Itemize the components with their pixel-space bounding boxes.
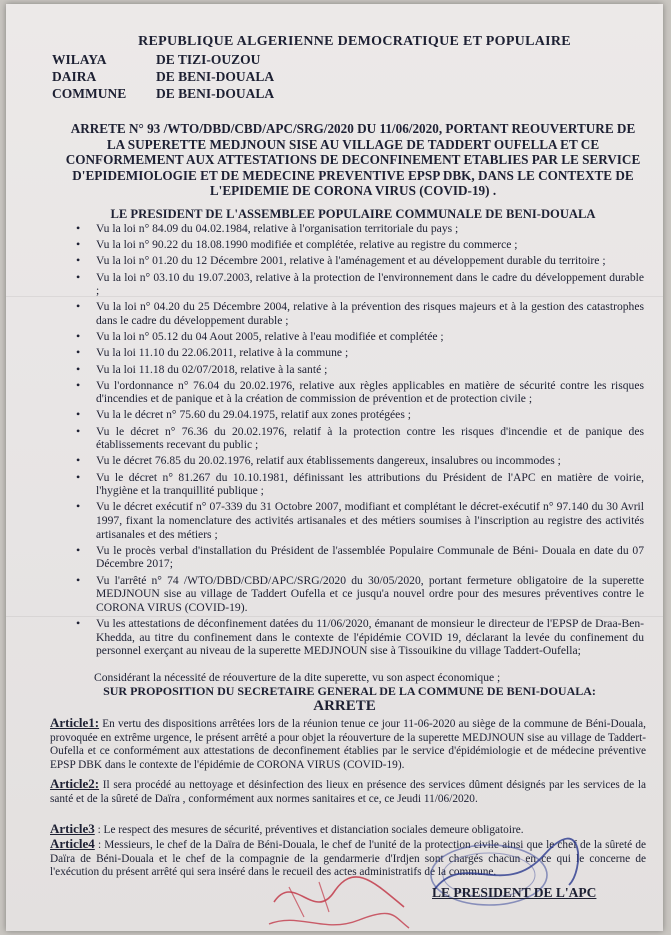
list-item: • Vu la loi n° 01.20 du 12 Décembre 2001, relative à l'aménagement et au développement durable du territoire ; (76, 254, 644, 268)
signature-title: LE PRESIDENT DE L'APC (432, 885, 597, 900)
considering-statement: Considérant la nécessité de réouverture de la dite superette, vu son aspect économique ; (94, 671, 501, 684)
president-heading: LE PRESIDENT DE L'ASSEMBLEE POPULAIRE COMMUNALE DE BENI-DOUALA (110, 207, 596, 221)
list-item: • Vu le procès verbal d'installation du Président de l'assemblée Populaire Communale de Béni- Douala en date du 07 Décembre 2017; (76, 544, 644, 571)
commune-value: DE BENI-DOUALA (156, 86, 275, 101)
list-item: • Vu la le décret n° 75.60 du 29.04.1975, relatif aux zones protégées ; (76, 408, 644, 422)
article-1 (50, 716, 646, 772)
list-item: • Vu le décret 76.85 du 20.02.1976, relatif aux établissements dangereux, insalubres ou incommodes ; (76, 454, 644, 468)
considerants-list (76, 222, 644, 660)
list-item: • Vu le décret n° 81.267 du 10.10.1981, définissant les attributions du Président de l'APC en matière de voirie, l'hygiène et la tranquillité publique ; (76, 471, 644, 498)
wilaya-label: WILAYA (52, 52, 107, 67)
article-label: Article2: (50, 776, 100, 791)
arrete-heading: ARRETE (313, 698, 376, 714)
list-item: • Vu l'ordonnance n° 76.04 du 20.02.1976, relative aux règles applicables en matière de sécurité contre les risques d'incendies et de panique et à la création de commission de prévention et de protection civile ; (76, 379, 644, 406)
administrative-header (52, 51, 274, 102)
article-label: Article4 (50, 836, 95, 851)
daira-value: DE BENI-DOUALA (156, 69, 275, 84)
document-page (6, 4, 663, 931)
list-item: • Vu le décret n° 76.36 du 20.02.1976, relatif à la protection contre les risques d'incendie et de panique des établissements recevant du public ; (76, 425, 644, 452)
list-item: • Vu la loi n° 84.09 du 04.02.1984, relative à l'organisation territoriale du pays ; (76, 222, 644, 236)
list-item: • Vu la loi n° 03.10 du 19.07.2003, relative à la protection de l'environnement dans le cadre du développement durable ; (76, 271, 644, 298)
list-item: • Vu la loi 11.18 du 02/07/2018, relative à la santé ; (76, 363, 644, 377)
list-item: • Vu les attestations de déconfinement datées du 11/06/2020, émanant de monsieur le directeur de l'EPSP de Draa-Ben-Khedda, au titre du confinement dans le contexte de l'épidémie COVID 19, déclarant la levée du confinement du personnel exerçant au niveau de la superette MEDJNOUN sise à Tissouikine du village Taddert-Oufella; (76, 617, 644, 658)
article-2 (50, 777, 646, 806)
proposition-heading: SUR PROPOSITION DU SECRETAIRE GENERAL DE LA COMMUNE DE BENI-DOUALA: (103, 684, 596, 698)
decree-title: ARRETE N° 93 /WTO/DBD/CBD/APC/SRG/2020 DU 11/06/2020, PORTANT REOUVERTURE DE LA SUPERETTE MEDJNOUN SISE AU VILLAGE DE TADDERT OUFELLA ET CE CONFORMEMENT AUX ATTESTATIONS DE DECONFINEMENT ETABLIES PAR LE SERVICE D'EPIDEMIOLOGIE ET DE MEDECINE PREVENTIVE EPSP DBK, DANS LE CONTEXTE DE L'EPIDEMIE DE CORONA VIRUS (COVID-19) . (65, 121, 641, 198)
daira-label: DAIRA (52, 69, 97, 84)
article-text: : Messieurs, le chef de la Daïra de Béni-Douala, le chef de l'unité de la protection civile ainsi que le chef de la sûreté de Daïra de Béni-Douala et le chef de la compagnie de la gendarmerie d'Irdjen sont chargés chacun en ce qui le concerne de l'exécution du présent arrêté qui sera inséré dans le recueil des actes administratifs de la commune. (50, 839, 646, 879)
list-item: • Vu l'arrêté n° 74 /WTO/DBD/CBD/APC/SRG/2020 du 30/05/2020, portant fermeture obligatoire de la superette MEDJNOUN sise au village de Taddert Oufella et ce jusqu'a nouvel ordre pour des mesures préventives contre le CORONA VIRUS (COVID-19). (76, 574, 644, 615)
wilaya-value: DE TIZI-OUZOU (156, 52, 261, 67)
article-text: : Le respect des mesures de sécurité, préventives et distanciation sociales demeure obligatoire. (94, 824, 524, 836)
list-item: • Vu la loi n° 90.22 du 18.08.1990 modifiée et complétée, relative au registre du commerce ; (76, 238, 644, 252)
article-label: Article1: (50, 715, 100, 730)
handwritten-signature (264, 862, 414, 931)
list-item: • Vu la loi 11.10 du 22.06.2011, relative à la commune ; (76, 346, 644, 360)
article-text: En vertu des dispositions arrêtées lors de la réunion tenue ce jour 11-06-2020 au siège de la commune de Béni-Douala, provoquée en extrême urgence, le présent arrêté a pour objet la réouverture de la superette MEDJNOUN sise au village de Taddert- Oufella et ce conformément aux attestations de deconfinement établies par le service d'épidémiologie et de médecine préventive EPSP DBK dans le contexte de l'épidémie de CORONA VIRUS (COVID-19). (50, 718, 646, 771)
list-item: • Vu la loi n° 04.20 du 25 Décembre 2004, relative à la prévention des risques majeurs et à la gestion des catastrophes dans le cadre du développement durable ; (76, 300, 644, 327)
list-item: • Vu le décret exécutif n° 07-339 du 31 Octobre 2007, modifiant et complétant le décret-exécutif n° 97.140 du 30 Avril 1997, fixant la nomenclature des activités artisanales et des métiers soumises à l'inscription au registre des activités artisanales et des métiers ; (76, 500, 644, 541)
republic-heading: REPUBLIQUE ALGERIENNE DEMOCRATIQUE ET POPULAIRE (138, 34, 571, 49)
article-text: Il sera procédé au nettoyage et désinfection des lieux en présence des services dûment désignés par les services de la santé et de la sûreté de Daïra , conformément aux normes sanitaires et ce, ce Jeudi 11/06/2020. (50, 779, 646, 805)
article-label: Article3 (50, 821, 95, 836)
list-item: • Vu la loi n° 05.12 du 04 Aout 2005, relative à l'eau modifiée et complétée ; (76, 330, 644, 344)
commune-label: COMMUNE (52, 86, 127, 101)
